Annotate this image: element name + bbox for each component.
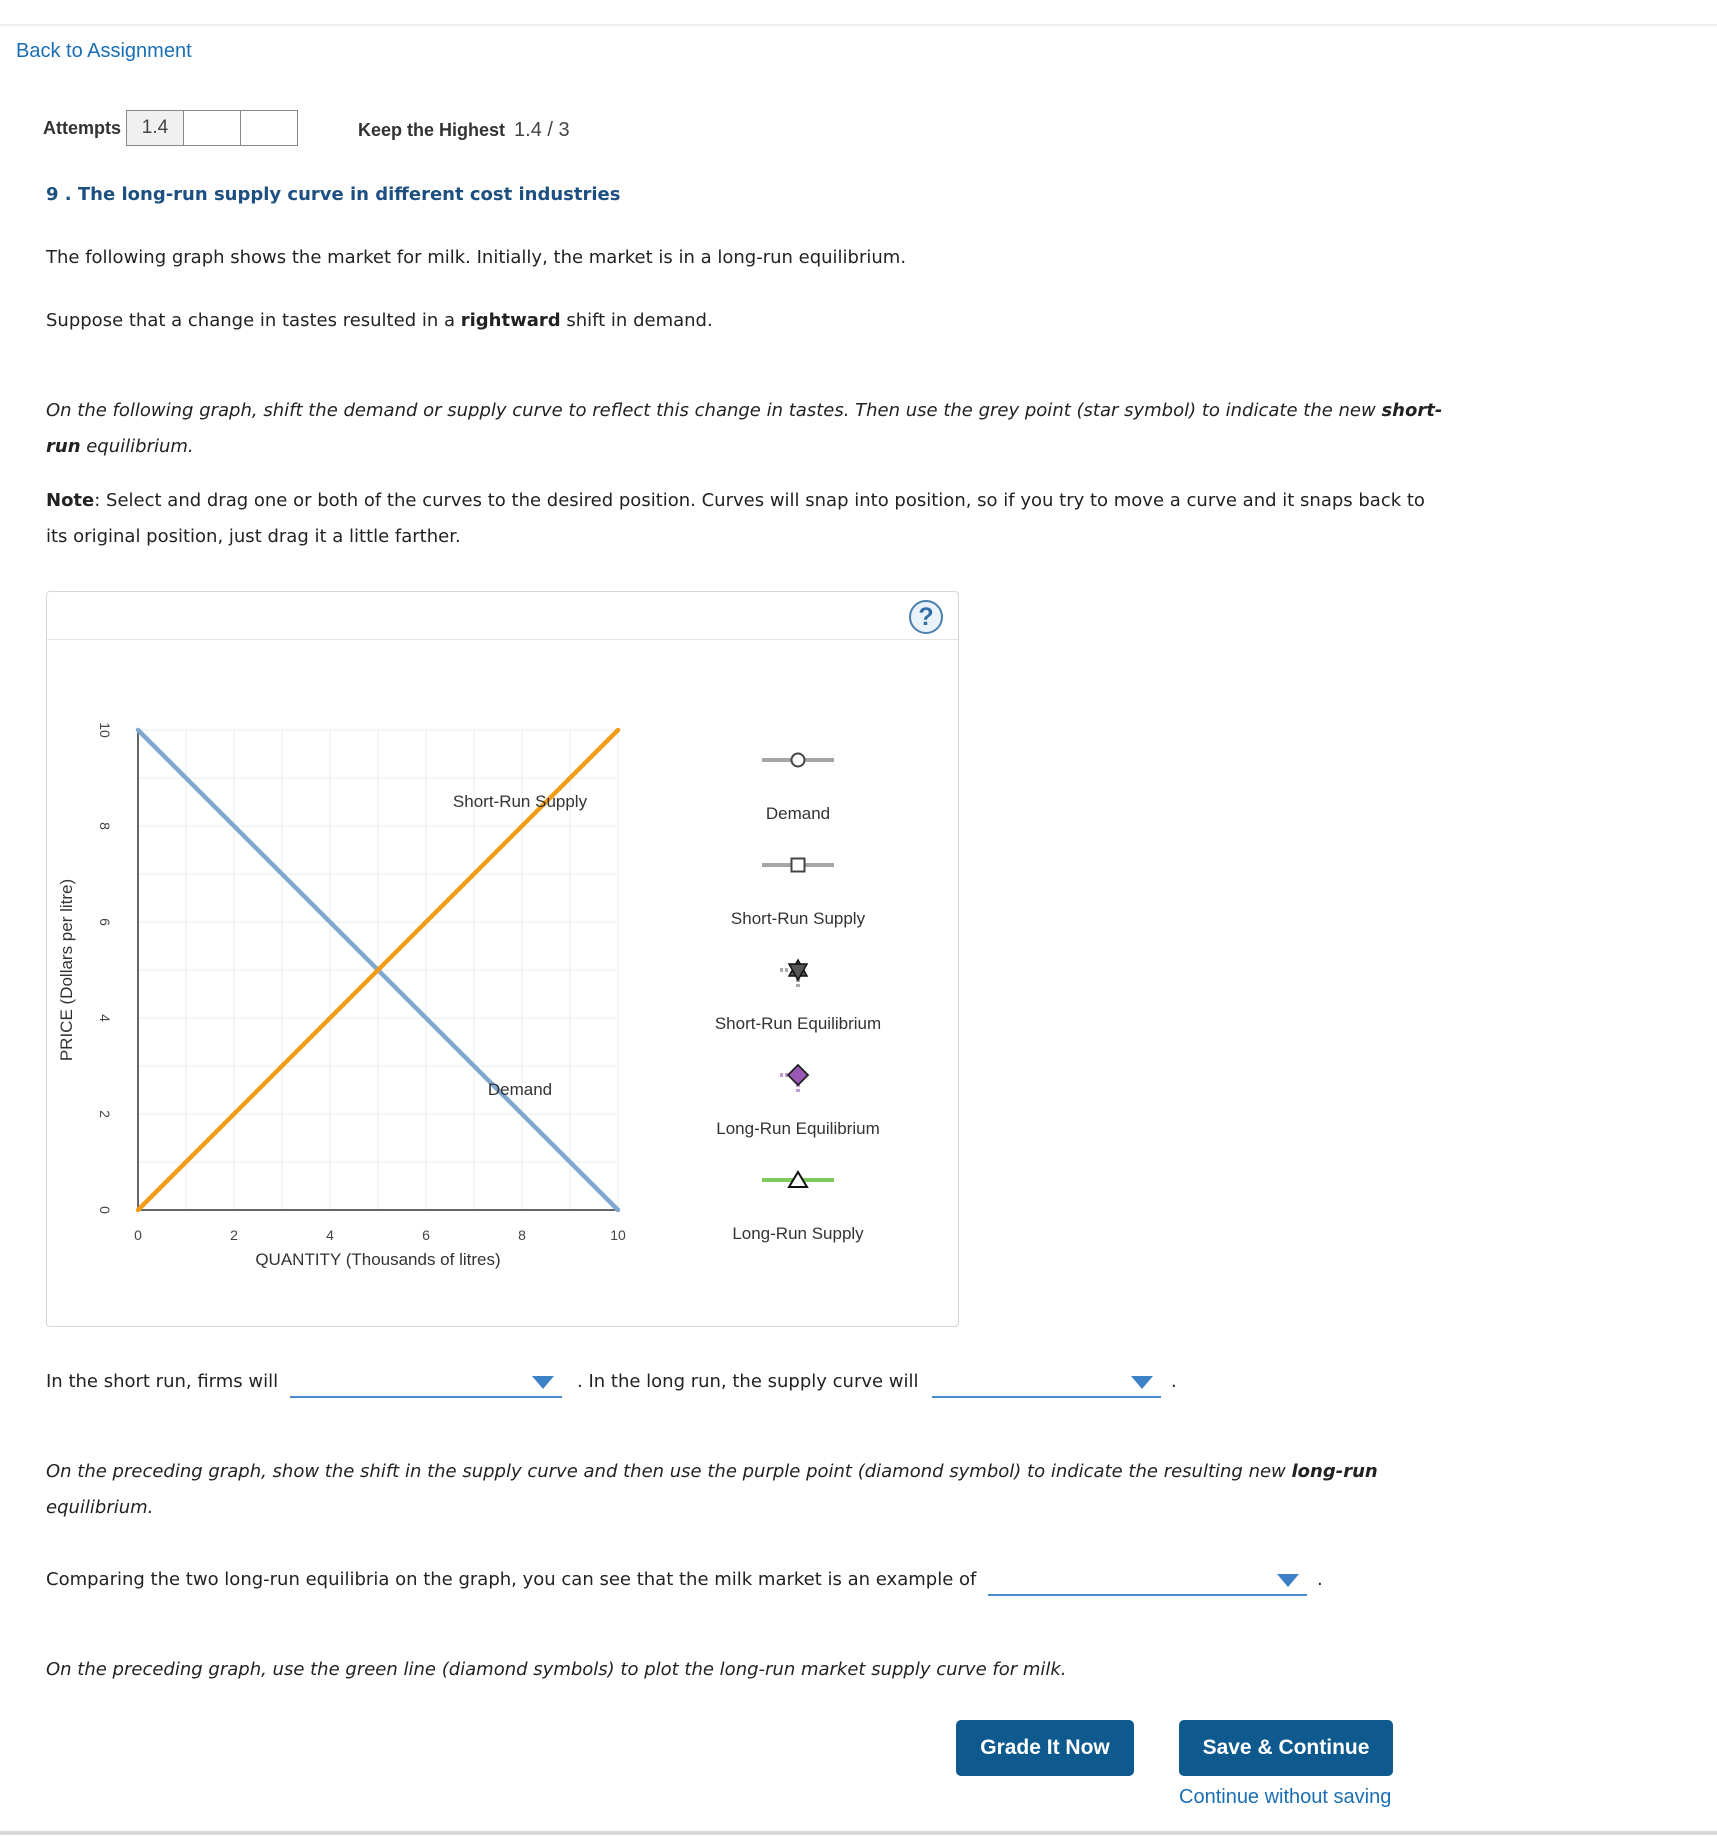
short-run-firms-dropdown[interactable] xyxy=(290,1368,562,1398)
keep-highest-label: Keep the Highest xyxy=(358,120,506,140)
long-run-supply-prefix: . In the long run, the supply curve will xyxy=(577,1371,919,1392)
y-axis-title: PRICE (Dollars per litre) xyxy=(57,878,76,1062)
chevron-down-icon xyxy=(1131,1376,1153,1389)
continue-without-saving-link[interactable]: Continue without saving xyxy=(1179,1786,1392,1808)
square-marker-icon[interactable] xyxy=(792,859,805,872)
instruction-short-run: On the following graph, shift the demand or supply curve to reflect this change in tastes. Then use the grey point (star symbol) to indicate the new short-run equilibrium. xyxy=(46,400,1443,457)
legend-label-demand: Demand xyxy=(765,804,831,823)
help-icon[interactable]: ? xyxy=(909,600,943,634)
legend-label-long-run-supply: Long-Run Supply xyxy=(732,1224,864,1243)
back-to-assignment-link[interactable]: Back to Assignment xyxy=(16,40,192,62)
x-tick-label: 0 xyxy=(134,1227,142,1243)
y-tick-label: 2 xyxy=(97,1110,113,1118)
short-run-prefix: In the short run, firms will xyxy=(46,1371,279,1392)
grade-it-now-button[interactable]: Grade It Now xyxy=(956,1720,1134,1776)
short-run-supply-curve-label: Short-Run Supply xyxy=(452,792,588,811)
change-text: Suppose that a change in tastes resulted in a rightward shift in demand. xyxy=(46,310,713,331)
y-tick-label: 10 xyxy=(97,722,113,738)
intro-text: The following graph shows the market for milk. Initially, the market is in a long-run equilibrium. xyxy=(46,247,907,268)
instruction-long-run-supply: On the preceding graph, use the green line (diamond symbols) to plot the long-run market supply curve for milk. xyxy=(46,1659,1067,1680)
x-tick-label: 2 xyxy=(230,1227,238,1243)
save-continue-button[interactable]: Save & Continue xyxy=(1179,1720,1393,1776)
circle-marker-icon[interactable] xyxy=(792,754,805,767)
note-text: Note: Select and drag one or both of the curves to the desired position. Curves will snap into position, so if you try to move a curve and it snaps back to its original position, just drag it a little farther. xyxy=(46,490,1425,547)
y-tick-label: 6 xyxy=(97,918,113,926)
industry-type-dropdown[interactable] xyxy=(988,1566,1307,1596)
y-tick-label: 8 xyxy=(97,822,113,830)
demand-curve-label: Demand xyxy=(487,1080,553,1099)
y-tick-label: 4 xyxy=(97,1014,113,1022)
attempts-label: Attempts xyxy=(43,117,122,138)
diamond-marker-icon[interactable] xyxy=(788,1065,808,1085)
x-tick-label: 10 xyxy=(610,1227,626,1243)
legend-label-short-run-equilibrium: Short-Run Equilibrium xyxy=(714,1014,882,1033)
bottom-divider xyxy=(0,1831,1717,1835)
question-title: 9 . The long-run supply curve in different cost industries xyxy=(46,184,621,205)
period: . xyxy=(1317,1569,1323,1590)
score-value: 1.4 / 3 xyxy=(514,119,570,141)
x-tick-label: 6 xyxy=(422,1227,430,1243)
x-tick-label: 8 xyxy=(518,1227,526,1243)
chevron-down-icon xyxy=(1277,1574,1299,1587)
legend-label-short-run-supply: Short-Run Supply xyxy=(730,909,866,928)
x-axis-title: QUANTITY (Thousands of litres) xyxy=(255,1250,501,1269)
chevron-down-icon xyxy=(532,1376,554,1389)
legend-label-long-run-equilibrium: Long-Run Equilibrium xyxy=(716,1119,880,1138)
attempt-box-1: 1.4 xyxy=(126,110,184,146)
compare-text: Comparing the two long-run equilibria on the graph, you can see that the milk market is an example of xyxy=(46,1569,977,1590)
instruction-long-run: On the preceding graph, show the shift in the supply curve and then use the purple point (diamond symbol) to indicate the resulting new long-run equilibrium. xyxy=(46,1461,1378,1518)
x-tick-label: 4 xyxy=(326,1227,334,1243)
y-tick-label: 0 xyxy=(97,1206,113,1214)
long-run-supply-dropdown[interactable] xyxy=(932,1368,1161,1398)
period: . xyxy=(1171,1371,1177,1392)
